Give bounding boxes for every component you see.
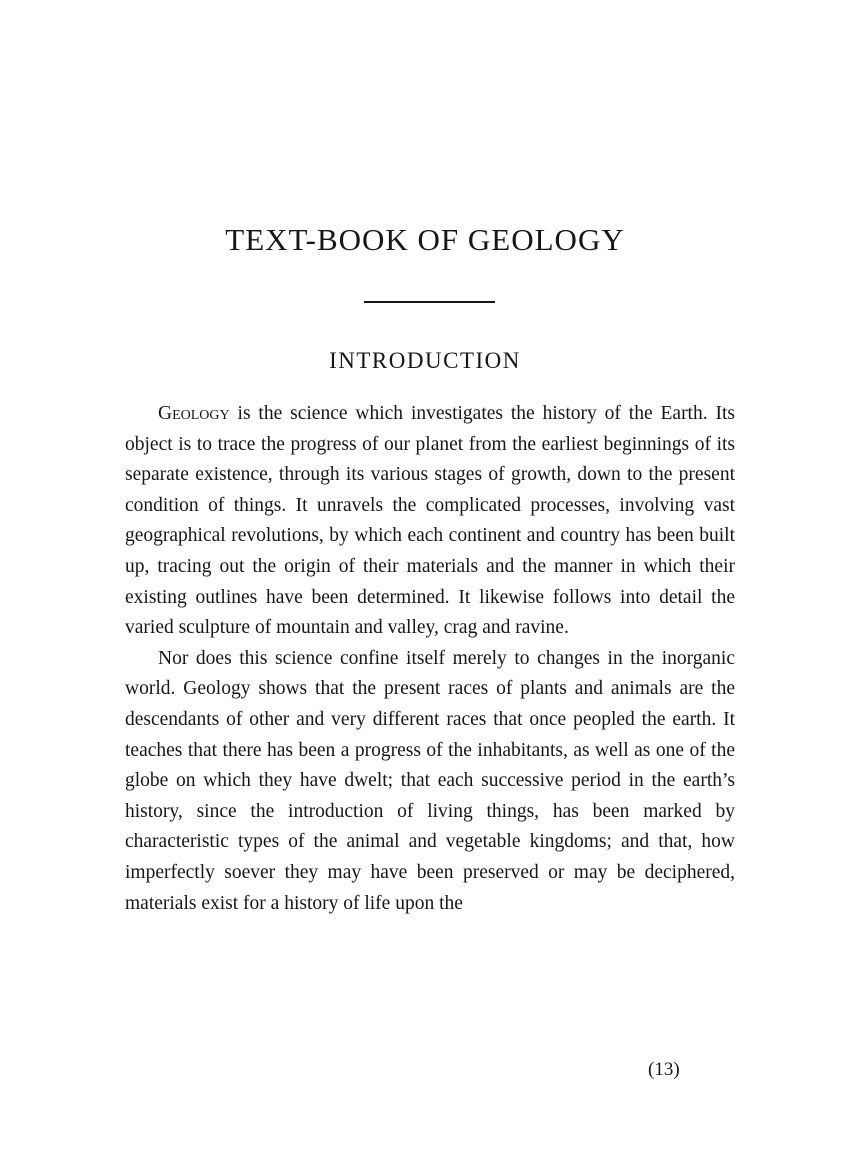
title-divider <box>364 301 495 303</box>
paragraph-2-text: Nor does this science confine itself merely to changes in the inorganic world. Geology shows that the present races of plants and animals are the descendants of other and very different races that once peopled the earth. It teaches that there has been a progress of the inhabitants, as well as one of the globe on which they have dwelt; that each successive period in the earth’s history, since the introduction of living things, has been marked by characteristic types of the animal and vegetable kingdoms; and that, how imperfectly soever they may have been preserved or may be deciphered, materials exist for a history of life upon the <box>125 647 735 914</box>
page-number: (13) <box>648 1059 680 1080</box>
body-text <box>125 399 735 919</box>
paragraph-1 <box>125 399 735 644</box>
book-title: TEXT-BOOK OF GEOLOGY <box>225 222 625 257</box>
section-title: INTRODUCTION <box>329 348 521 373</box>
paragraph-2 <box>125 644 735 919</box>
paragraph-1-lead-word: Geology <box>158 403 230 424</box>
paragraph-1-text: is the science which investigates the history of the Earth. Its object is to trace the progress of our planet from the earliest beginnings of its separate existence, through its various stages of growth, down to the present condition of things. It unravels the complicated processes, involving vast geographical revolutions, by which each continent and country has been built up, tracing out the origin of their materials and the manner in which their existing outlines have been determined. It likewise follows into detail the varied sculpture of mountain and valley, crag and ravine. <box>125 403 735 639</box>
